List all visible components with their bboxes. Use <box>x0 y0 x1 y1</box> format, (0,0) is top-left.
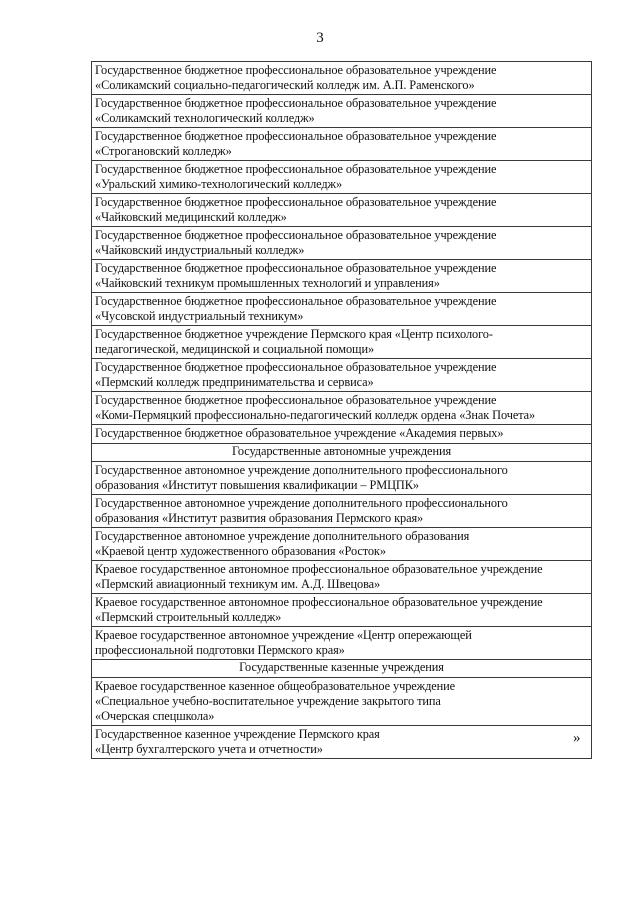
institution-cell <box>92 726 592 759</box>
table-row <box>92 260 592 293</box>
table-row <box>92 678 592 726</box>
institution-cell <box>92 128 592 161</box>
institutions-table <box>91 61 592 759</box>
institution-cell <box>92 326 592 359</box>
table-row <box>92 359 592 392</box>
institution-name-line: Краевое государственное казенное общеобразовательное учреждение <box>95 679 456 693</box>
page-number: 3 <box>316 30 324 46</box>
table-row <box>92 627 592 660</box>
institution-name-line: Государственное бюджетное профессиональное образовательное учреждение <box>95 162 497 176</box>
institution-name-line: Государственное бюджетное профессиональное образовательное учреждение <box>95 96 497 110</box>
section-heading-row <box>92 444 592 462</box>
institution-cell <box>92 194 592 227</box>
institution-name-line: Краевое государственное автономное профессиональное образовательное учреждение <box>95 562 543 576</box>
table-row <box>92 161 592 194</box>
institution-name-line: Государственное казенное учреждение Пермского края <box>95 727 380 741</box>
table-row <box>92 326 592 359</box>
institution-name-line: «Центр бухгалтерского учета и отчетности» <box>95 742 323 756</box>
section-heading <box>92 444 592 462</box>
institution-name-line: Государственное бюджетное профессиональное образовательное учреждение <box>95 360 497 374</box>
institution-cell <box>92 528 592 561</box>
institution-cell <box>92 95 592 128</box>
institution-name-line: «Коми-Пермяцкий профессионально-педагогический колледж ордена «Знак Почета» <box>95 408 536 422</box>
institution-cell <box>92 462 592 495</box>
institution-name-line: Государственное бюджетное профессиональное образовательное учреждение <box>95 228 497 242</box>
table-row <box>92 561 592 594</box>
table-row <box>92 594 592 627</box>
institution-cell <box>92 62 592 95</box>
table-row <box>92 392 592 425</box>
institution-cell <box>92 161 592 194</box>
table-row <box>92 528 592 561</box>
institution-name-line: Государственное бюджетное образовательное учреждение «Академия первых» <box>95 426 504 440</box>
institution-name-line: «Специальное учебно-воспитательное учреждение закрытого типа <box>95 694 441 708</box>
institution-name-line: Государственное бюджетное учреждение Пермского края «Центр психолого- <box>95 327 493 341</box>
institution-cell <box>92 227 592 260</box>
table-row <box>92 194 592 227</box>
institution-name-line: «Соликамский технологический колледж» <box>95 111 315 125</box>
section-heading-text: Государственные казенные учреждения <box>239 660 444 674</box>
institution-name-line: «Чусовской индустриальный техникум» <box>95 309 304 323</box>
institution-cell <box>92 293 592 326</box>
institution-name-line: «Чайковский медицинский колледж» <box>95 210 287 224</box>
institution-name-line: образования «Институт повышения квалификации – РМЦПК» <box>95 478 419 492</box>
institution-name-line: «Соликамский социально-педагогический колледж им. А.П. Раменского» <box>95 78 475 92</box>
institution-cell <box>92 561 592 594</box>
institution-name-line: «Пермский строительный колледж» <box>95 610 282 624</box>
institution-cell <box>92 392 592 425</box>
table-row <box>92 227 592 260</box>
institution-name-line: Государственное бюджетное профессиональное образовательное учреждение <box>95 129 497 143</box>
institution-name-line: «Строгановский колледж» <box>95 144 232 158</box>
institution-name-line: педагогической, медицинской и социальной помощи» <box>95 342 375 356</box>
institution-name-line: Краевое государственное автономное учреждение «Центр опережающей <box>95 628 472 642</box>
section-heading-text: Государственные автономные учреждения <box>231 444 452 458</box>
table-row <box>92 95 592 128</box>
institution-name-line: Государственное автономное учреждение дополнительного профессионального <box>95 463 508 477</box>
institution-name-line: Краевое государственное автономное профессиональное образовательное учреждение <box>95 595 543 609</box>
institution-cell <box>92 594 592 627</box>
table-row <box>92 726 592 759</box>
institution-name-line: «Краевой центр художественного образования «Росток» <box>95 544 386 558</box>
institution-name-line: профессиональной подготовки Пермского края» <box>95 643 345 657</box>
section-heading-row <box>92 660 592 678</box>
institution-name-line: образования «Институт развития образования Пермского края» <box>95 511 424 525</box>
institution-name-line: «Пермский авиационный техникум им. А.Д. Швецова» <box>95 577 381 591</box>
institution-name-line: Государственное бюджетное профессиональное образовательное учреждение <box>95 261 497 275</box>
institution-name-line: Государственное бюджетное профессиональное образовательное учреждение <box>95 294 497 308</box>
institution-name-line: «Чайковский техникум промышленных технологий и управления» <box>95 276 440 290</box>
institution-name-line: «Чайковский индустриальный колледж» <box>95 243 305 257</box>
section-heading <box>92 660 592 678</box>
institution-cell <box>92 260 592 293</box>
institution-cell <box>92 495 592 528</box>
institution-name-line: «Очерская спецшкола» <box>95 709 215 723</box>
table-row <box>92 425 592 444</box>
institution-name-line: Государственное бюджетное профессиональное образовательное учреждение <box>95 63 497 77</box>
table-row <box>92 462 592 495</box>
institution-name-line: Государственное бюджетное профессиональное образовательное учреждение <box>95 393 497 407</box>
institution-name-line: «Уральский химико-технологический колледж» <box>95 177 343 191</box>
table-row <box>92 495 592 528</box>
institution-cell <box>92 678 592 726</box>
table-row <box>92 62 592 95</box>
table-row <box>92 128 592 161</box>
institution-name-line: Государственное автономное учреждение дополнительного профессионального <box>95 496 508 510</box>
institution-cell <box>92 359 592 392</box>
table-row <box>92 293 592 326</box>
institution-cell <box>92 425 592 444</box>
institutions-table-body <box>92 62 592 759</box>
institution-name-line: «Пермский колледж предпринимательства и сервиса» <box>95 375 374 389</box>
institution-cell <box>92 627 592 660</box>
institution-name-line: Государственное автономное учреждение дополнительного образования <box>95 529 470 543</box>
continuation-mark: » <box>573 730 581 746</box>
institution-name-line: Государственное бюджетное профессиональное образовательное учреждение <box>95 195 497 209</box>
